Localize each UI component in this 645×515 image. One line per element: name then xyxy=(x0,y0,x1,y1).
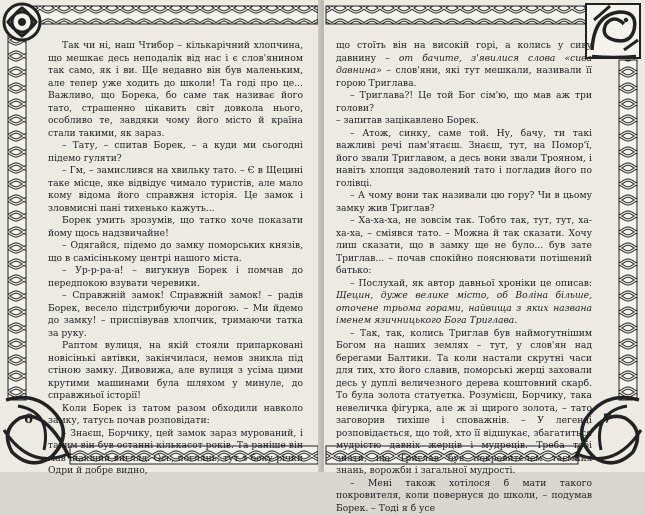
paragraph: – Одягайся, підемо до замку поморських князів, що в самісінькому центрі нашого міста. xyxy=(48,240,303,265)
left-page xyxy=(0,0,321,472)
right-page-text xyxy=(336,40,592,515)
paragraph: Так чи ні, наш Чтибор – кількарічний хлопчина, що мешкає десь неподалік від нас і є слов'янином так само, як і ви. Ще недавно він був маленьким, але тепер уже ходить до школи! Та годі про це... Важливо, що Борека, бо саме так називає його тато, страшенно цікавить світ довкола нього, особливо те, завдяки чому його місто й країна стали такими, як зараз. xyxy=(48,40,303,140)
paragraph: – Так, так, колись Триглав був наймогутнішим Богом на наших землях – тут, у слов'ян над берегами Балтики. Та коли настали скрутні часи для тих, хто його славив, поморські жерці заховали десь у дуплі величезного дерева коштовний скарб. То була золота статуетка. Розумієш, Борчику, така невеличка фігурка, але ж зі щирого золота, – тато заговорив тихіше і споважнів. – У легенді розповідається, що той, хто її відшукає, збагатиться мудрістю давніх жерців і мудреців. Треба тобі знати, що Триглав був покровителем таємних знань, ворожби і загальної мудрості. xyxy=(336,328,592,478)
paragraph: – А чому вони так називали цю гору? Чи в цьому замку жив Триглав? xyxy=(336,190,592,215)
paragraph xyxy=(336,40,592,90)
paragraph: – Знаєш, Борчику, цей замок зараз мурований, і таким він був останні кількасот років. Та раніше він мав інакший вигляд. Ось, поглянь, тут з боку річки Одри й добре видно, xyxy=(48,428,303,478)
paragraph: Коли Борек із татом разом обходили навколо замку, татусь почав розповідати: xyxy=(48,403,303,428)
text-run: що стоїть він на високій горі, а колись у сиву давнину – xyxy=(336,40,592,64)
text-run: – слов'яни, які тут мешкали, називали її горою Триглава. xyxy=(336,65,592,89)
paragraph xyxy=(336,278,592,328)
paragraph: – запитав зацікавлено Борек. xyxy=(336,115,592,128)
paragraph: – Тату, – спитав Борек, – а куди ми сьогодні підемо гуляти? xyxy=(48,140,303,165)
page-number: 6 xyxy=(24,412,33,427)
paragraph: – Гм, – замислився на хвильку тато. – Є в Щецині таке місце, яке відвідує чимало туристів, але мало кому відома його справжня історія. Це замок і зловмисні пані тихенько кажуть... xyxy=(48,165,303,215)
corner-knot-top-right xyxy=(586,4,640,58)
page-number: 7 xyxy=(603,412,612,427)
italic-text: от бачите, з'явилися слова «сива давнина» xyxy=(336,53,592,77)
paragraph: – Атож, синку, саме той. Ну, бачу, ти такі важливі речі пам'ятаєш. Знаєш, тут, на Помор'ї, його звали Триглавом, а десь вони звали Трояном, і навіть хлопця задоволений тато і погладив його по голівці. xyxy=(336,128,592,191)
paragraph: – Триглава?! Це той Бог сім'ю, що мав аж три голови? xyxy=(336,90,592,115)
chronicle-quote: Щецин, дуже велике місто, об Воліна більше, оточене трьома горами, найвища з яких названа іменем язичницького Бога Триглава. xyxy=(336,290,592,326)
paragraph: Раптом вулиця, на якій стояли припарковані новісінькі автівки, закінчилася, немов зникла під стіною замку. Дивовижа, але вулиця з усіма цими крутими машинами була шляхом у минуле, до справжньої історії! xyxy=(48,340,303,403)
paragraph: – Мені також хотілося б мати такого покровителя, коли повернуся до школи, – подумав Борек. – Тоді я б усе xyxy=(336,478,592,515)
paragraph: – Ха-ха-ха, не зовсім так. Тобто так, тут, тут, ха-ха-ха, – сміявся тато. – Можна й так сказати. Хочу лиш сказати, що в замку ще не було... був зате Триглав... – почав спокійно пояснювати потішений батько: xyxy=(336,215,592,278)
paragraph: Борек умить зрозумів, що татко хоче показати йому щось надзвичайне! xyxy=(48,215,303,240)
paragraph: – Ур-р-ра-а! – вигукнув Борек і помчав до передпокою взувати черевики. xyxy=(48,265,303,290)
corner-knot-top-left xyxy=(4,4,40,40)
paragraph: – Справжній замок! Справжній замок! – радів Борек, весело підстрибуючи дорогою. – Ми йдемо до замку! – приспівував хлопчик, тримаючи татка за руку. xyxy=(48,290,303,340)
text-run: – Послухай, як автор давньої хроніки це описав: xyxy=(350,278,592,289)
left-page-text xyxy=(48,40,303,478)
